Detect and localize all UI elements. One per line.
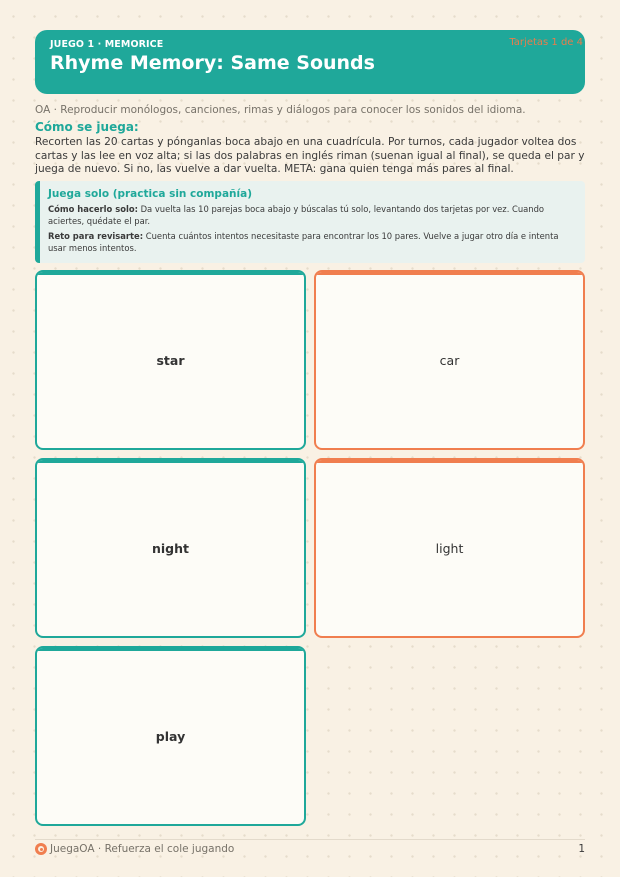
page-title: Rhyme Memory: Same Sounds — [50, 52, 375, 74]
card-word: night — [151, 540, 189, 556]
target-icon — [35, 843, 47, 855]
how-to-play-title: Cómo se juega: — [35, 120, 139, 134]
page-header — [35, 30, 585, 94]
how-to-play-text: Recorten las 20 cartas y pónganlas boca abajo en una cuadrícula. Por turnos, cada jugador voltea dos cartas y las lee en voz alta; si las dos palabras en inglés riman (suenan igual al final), se queda el par y juega de nuevo. Si no, las vuelve a dar vuelta. META: gana quien tenga más pares al final. — [35, 136, 585, 175]
card-word: play — [155, 728, 186, 744]
word-card[interactable] — [314, 458, 585, 638]
solo-play-box — [35, 181, 585, 263]
card-word: car — [439, 352, 460, 368]
card-word: star — [156, 352, 185, 368]
card-word: light — [435, 540, 464, 556]
word-card[interactable] — [35, 646, 306, 826]
solo-challenge-label: Reto para revisarte: — [48, 231, 144, 241]
footer-brand-text: JuegaOA · Refuerza el cole jugando — [50, 843, 235, 855]
page-number: 1 — [578, 843, 585, 855]
cards-page-tag: Tarjetas 1 de 4 — [509, 37, 583, 48]
solo-challenge-text: Cuenta cuántos intentos necesitaste para encontrar los 10 pares. Vuelve a jugar otro día e intenta usar menos intentos. — [48, 231, 559, 253]
word-card[interactable] — [314, 270, 585, 450]
game-kicker: JUEGO 1 · MEMORICE — [50, 39, 164, 50]
solo-how-label: Cómo hacerlo solo: — [48, 204, 138, 214]
footer-divider — [35, 839, 585, 840]
solo-how-text: Da vuelta las 10 parejas boca abajo y búscalas tú solo, levantando dos tarjetas por vez. Cuando aciertes, quédate el par. — [48, 204, 545, 226]
solo-how-line — [48, 204, 576, 227]
word-card[interactable] — [35, 458, 306, 638]
solo-title: Juega solo (practica sin compañía) — [48, 188, 252, 200]
solo-challenge-line — [48, 231, 576, 254]
word-card[interactable] — [35, 270, 306, 450]
learning-objective: OA · Reproducir monólogos, canciones, rimas y diálogos para conocer los sonidos del idioma. — [35, 104, 526, 116]
